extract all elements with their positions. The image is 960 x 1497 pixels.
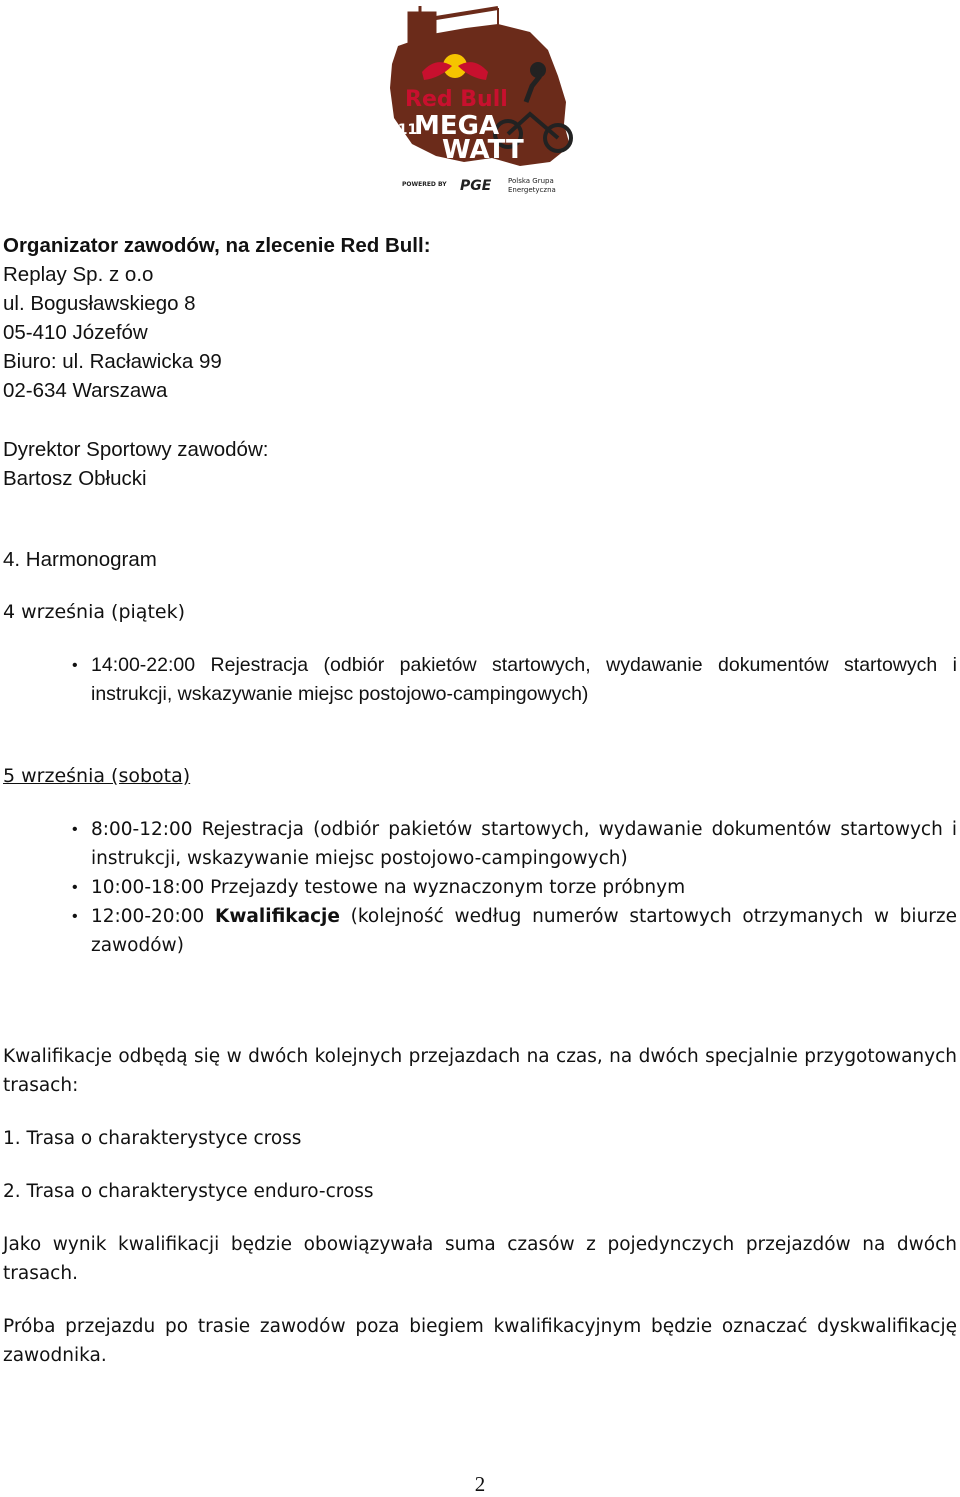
red-bull-megawatt-logo	[380, 6, 580, 196]
qualifications-warning: Próba przejazdu po trasie zawodów poza biegiem kwalifikacyjnym będzie oznaczać dyskwalifikację zawodnika.	[3, 1316, 957, 1366]
route-item: 1. Trasa o charakterystyce cross	[3, 1128, 302, 1149]
list-item	[72, 902, 957, 960]
schedule-item-text: 10:00-18:00 Przejazdy testowe na wyznaczonym torze próbnym	[91, 877, 686, 898]
organizer-line: 02-634 Warszawa	[3, 379, 168, 402]
section-heading: 4. Harmonogram	[3, 548, 157, 571]
logo-event-name-line1: MEGA	[414, 111, 500, 141]
logo-sponsor-full-line1: Polska Grupa	[508, 177, 554, 185]
list-item	[72, 651, 957, 709]
day2-title: 5 września (sobota)	[3, 765, 191, 787]
list-item	[72, 815, 957, 873]
bullet-icon: •	[72, 908, 78, 925]
qualifications-intro: Kwalifikacje odbędą się w dwóch kolejnych przejazdach na czas, na dwóch specjalnie przygotowanych trasach:	[3, 1046, 957, 1096]
organizer-line: Biuro: ul. Racławicka 99	[3, 350, 222, 373]
organizer-line: Replay Sp. z o.o	[3, 263, 154, 286]
logo-brand-text: Red Bull	[405, 87, 508, 112]
logo-sponsor: PGE	[460, 178, 492, 194]
bullet-icon: •	[72, 879, 78, 896]
logo-powered-by: POWERED BY	[402, 181, 447, 188]
organizer-heading: Organizator zawodów, na zlecenie Red Bull:	[3, 234, 431, 257]
qualifications-label: Kwalifikacje	[215, 906, 340, 927]
schedule-item-time: 12:00-20:00	[91, 906, 215, 927]
page-number: 2	[474, 1472, 486, 1496]
list-item	[72, 873, 957, 902]
route-item: 2. Trasa o charakterystyce enduro-cross	[3, 1181, 374, 1202]
organizer-line: 05-410 Józefów	[3, 321, 148, 344]
day1-title: 4 września (piątek)	[3, 601, 185, 623]
organizer-line: ul. Bogusławskiego 8	[3, 292, 196, 315]
logo-event-number: 111	[388, 122, 418, 138]
qualifications-result: Jako wynik kwalifikacji będzie obowiązywała suma czasów z pojedynczych przejazdów na dwóch trasach.	[3, 1234, 957, 1284]
director-name: Bartosz Obłucki	[3, 467, 147, 490]
schedule-item-text	[91, 902, 957, 960]
logo-event-name-line2: WATT	[442, 135, 524, 165]
bullet-icon: •	[72, 657, 78, 674]
logo-sponsor-full-line2: Energetyczna	[508, 186, 556, 194]
bullet-icon: •	[72, 821, 78, 838]
schedule-item-details: (kolejność według numerów startowych otrzymanych w biurze zawodów)	[91, 906, 957, 956]
schedule-item-text: 8:00-12:00 Rejestracja (odbiór pakietów startowych, wydawanie dokumentów startowych i instrukcji, wskazywanie miejsc postojowo-campingowych)	[91, 819, 957, 869]
schedule-item-text: 14:00-22:00 Rejestracja (odbiór pakietów startowych, wydawanie dokumentów startowych i instrukcji, wskazywanie miejsc postojowo-campingowych)	[91, 654, 957, 705]
director-heading: Dyrektor Sportowy zawodów:	[3, 438, 269, 461]
